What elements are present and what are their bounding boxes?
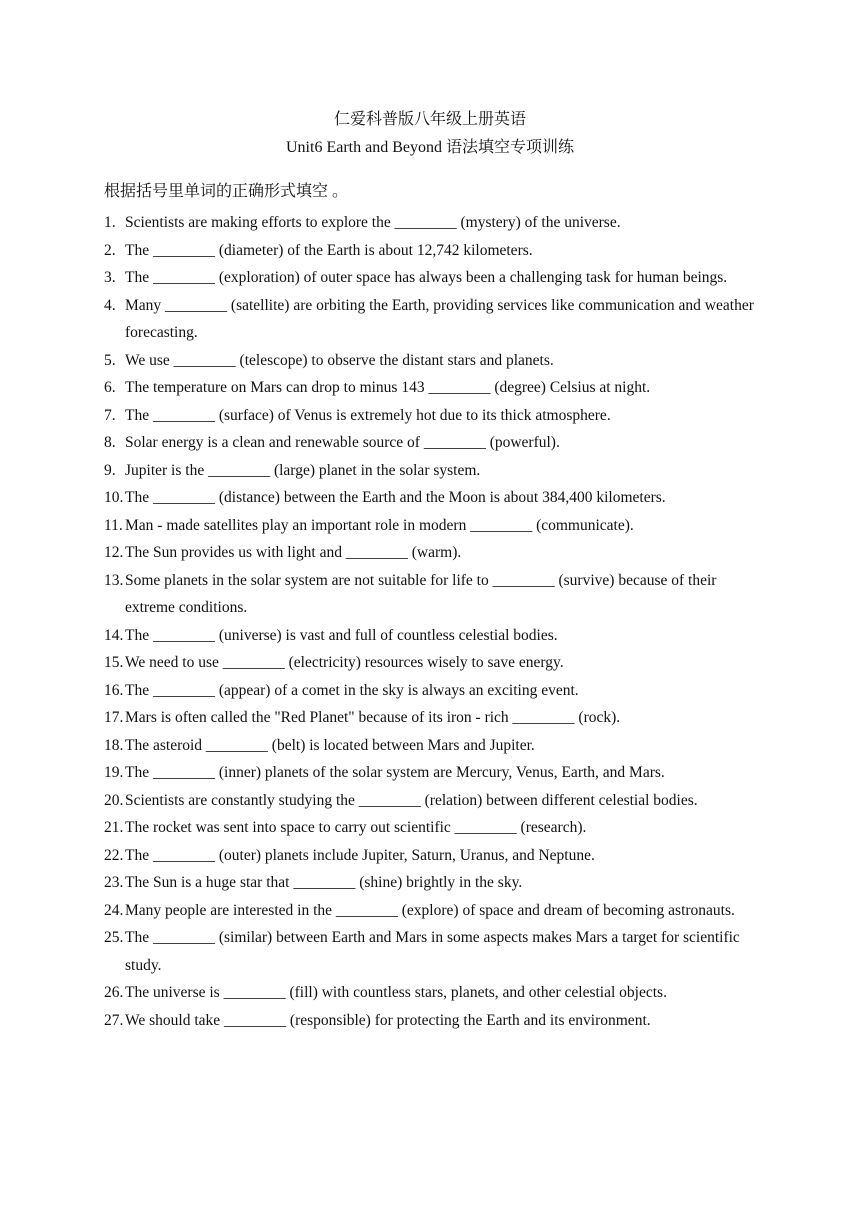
question-text: We need to use ________ (electricity) resources wisely to save energy.: [125, 654, 564, 671]
question-number: 21.: [104, 819, 124, 836]
question-item: [104, 842, 756, 870]
question-number: 3.: [104, 269, 116, 286]
question-number: 6.: [104, 379, 116, 396]
question-text: The ________ (surface) of Venus is extremely hot due to its thick atmosphere.: [125, 406, 611, 424]
question-number: 24.: [104, 901, 124, 919]
document-title: 仁爱科普版八年级上册英语: [333, 111, 526, 128]
question-number: 8.: [104, 434, 116, 451]
question-number: 25.: [104, 929, 124, 946]
question-text: The asteroid ________ (belt) is located between Mars and Jupiter.: [125, 736, 535, 754]
question-item: [104, 649, 756, 677]
question-text: Jupiter is the ________ (large) planet in the solar system.: [125, 461, 481, 479]
question-item: [104, 759, 756, 787]
question-item: [104, 732, 756, 760]
question-number: 15.: [104, 654, 124, 671]
question-item: [104, 814, 756, 842]
question-number: 20.: [104, 791, 124, 809]
question-item: [104, 539, 756, 567]
question-number: 23.: [104, 874, 124, 891]
question-number: 5.: [104, 351, 116, 369]
question-number: 14.: [104, 626, 124, 644]
question-number: 16.: [104, 681, 124, 699]
question-item: [104, 457, 756, 485]
question-text: We should take ________ (responsible) for protecting the Earth and its environment.: [125, 1011, 651, 1029]
question-item: [104, 374, 756, 402]
question-text: Some planets in the solar system are not suitable for life to ________ (survive) because of their extreme conditions.: [125, 571, 717, 616]
question-text: The ________ (universe) is vast and full of countless celestial bodies.: [125, 626, 558, 644]
question-text: The ________ (distance) between the Earth and the Moon is about 384,400 kilometers.: [125, 489, 666, 506]
question-item: [104, 402, 756, 430]
question-text: The ________ (exploration) of outer space has always been a challenging task for human beings.: [125, 269, 728, 286]
question-item: [104, 622, 756, 650]
document-subtitle: Unit6 Earth and Beyond 语法填空专项训练: [286, 139, 574, 156]
question-text: The Sun is a huge star that ________ (shine) brightly in the sky.: [125, 874, 523, 891]
question-list: [104, 209, 756, 1034]
question-item: [104, 512, 756, 540]
question-number: 4.: [104, 296, 116, 314]
question-text: The Sun provides us with light and ________ (warm).: [125, 544, 462, 561]
question-item: [104, 704, 756, 732]
question-number: 7.: [104, 406, 116, 424]
question-item: [104, 869, 756, 897]
question-item: [104, 677, 756, 705]
question-text: Mars is often called the "Red Planet" because of its iron - rich ________ (rock).: [125, 709, 621, 726]
question-text: The ________ (outer) planets include Jupiter, Saturn, Uranus, and Neptune.: [125, 846, 595, 864]
question-text: Scientists are constantly studying the ________ (relation) between different celestial bodies.: [125, 791, 698, 809]
question-number: 12.: [104, 544, 124, 561]
question-number: 1.: [104, 214, 116, 231]
question-item: [104, 924, 756, 979]
question-number: 2.: [104, 241, 116, 259]
question-item: [104, 484, 756, 512]
question-item: [104, 237, 756, 265]
question-item: [104, 979, 756, 1007]
question-number: 26.: [104, 984, 124, 1001]
question-number: 9.: [104, 461, 116, 479]
question-number: 10.: [104, 489, 124, 506]
question-item: [104, 1007, 756, 1035]
question-number: 22.: [104, 846, 124, 864]
question-number: 27.: [104, 1011, 124, 1029]
question-text: Many people are interested in the ________ (explore) of space and dream of becoming astronauts.: [125, 901, 735, 919]
question-text: We use ________ (telescope) to observe the distant stars and planets.: [125, 351, 554, 369]
question-text: The ________ (diameter) of the Earth is about 12,742 kilometers.: [125, 241, 533, 259]
question-item: [104, 264, 756, 292]
question-text: The ________ (similar) between Earth and Mars in some aspects makes Mars a target for scientific study.: [125, 929, 740, 974]
question-text: Solar energy is a clean and renewable source of ________ (powerful).: [125, 434, 560, 451]
question-text: The rocket was sent into space to carry out scientific ________ (research).: [125, 819, 587, 836]
question-text: The ________ (inner) planets of the solar system are Mercury, Venus, Earth, and Mars.: [125, 764, 665, 781]
question-number: 18.: [104, 736, 124, 754]
instruction-text: 根据括号里单词的正确形式填空 。: [104, 183, 349, 200]
question-item: [104, 567, 756, 622]
question-item: [104, 292, 756, 347]
question-text: The universe is ________ (fill) with countless stars, planets, and other celestial objects.: [125, 984, 667, 1001]
question-item: [104, 209, 756, 237]
question-number: 11.: [104, 516, 123, 534]
question-text: Scientists are making efforts to explore the ________ (mystery) of the universe.: [125, 214, 621, 231]
question-text: Man - made satellites play an important role in modern ________ (communicate).: [125, 516, 634, 534]
question-text: Many ________ (satellite) are orbiting the Earth, providing services like communication and weather forecasting.: [125, 296, 754, 341]
question-item: [104, 787, 756, 815]
question-number: 19.: [104, 764, 124, 781]
question-item: [104, 897, 756, 925]
question-item: [104, 429, 756, 457]
question-text: The ________ (appear) of a comet in the sky is always an exciting event.: [125, 681, 579, 699]
question-text: The temperature on Mars can drop to minus 143 ________ (degree) Celsius at night.: [125, 379, 651, 396]
question-item: [104, 347, 756, 375]
question-number: 17.: [104, 709, 124, 726]
question-number: 13.: [104, 571, 124, 589]
